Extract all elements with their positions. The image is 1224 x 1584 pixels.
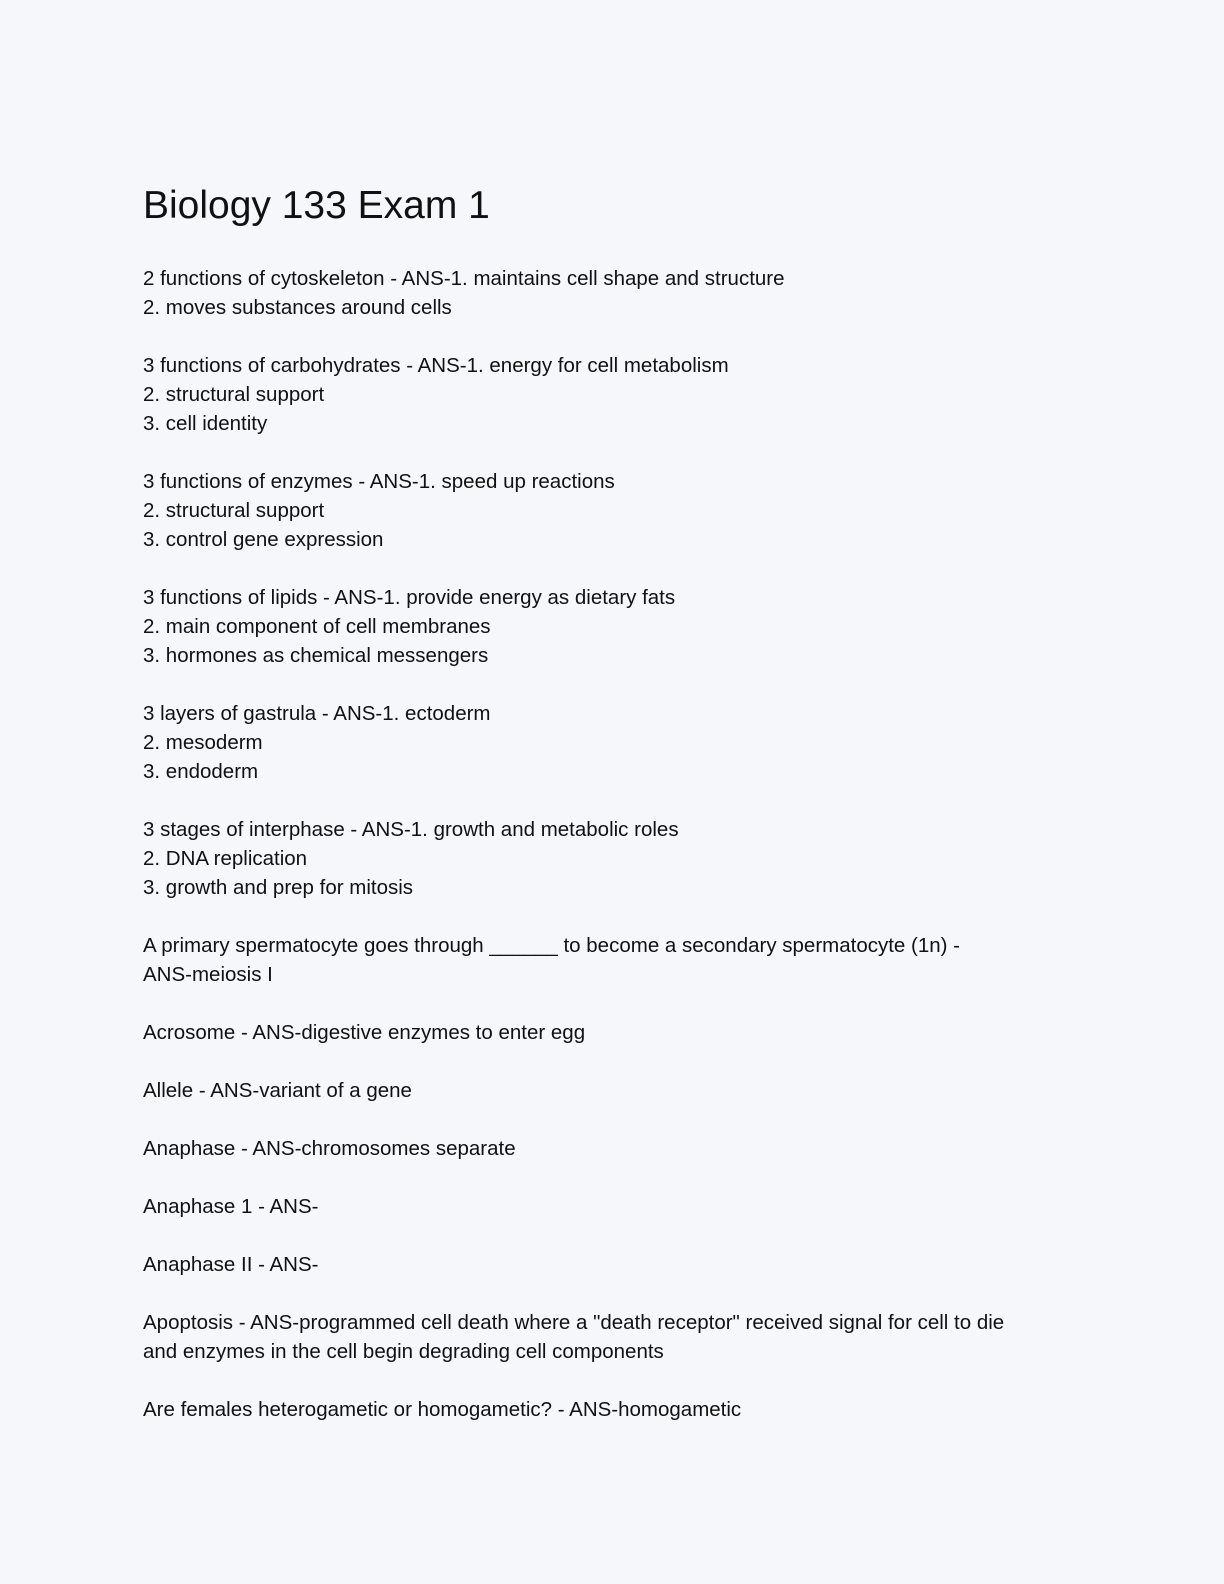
entry-line: 3 layers of gastrula - ANS-1. ectoderm (143, 702, 491, 725)
entry-line: 3. control gene expression (143, 528, 384, 551)
entry-line: 3 functions of carbohydrates - ANS-1. energy for cell metabolism (143, 354, 729, 377)
qa-entry (143, 351, 1083, 438)
entry-line: Apoptosis - ANS-programmed cell death where a "death receptor" received signal for cell to die (143, 1311, 1005, 1334)
qa-entry (143, 1395, 1083, 1424)
qa-entry (143, 264, 1083, 322)
entry-line: 2 functions of cytoskeleton - ANS-1. maintains cell shape and structure (143, 267, 785, 290)
entry-line: Anaphase - ANS-chromosomes separate (143, 1137, 516, 1160)
entry-line: 2. structural support (143, 499, 325, 522)
entry-line: 2. moves substances around cells (143, 296, 452, 319)
entry-line: 2. structural support (143, 383, 325, 406)
qa-entry (143, 1076, 1083, 1105)
qa-entry (143, 1250, 1083, 1279)
qa-entry (143, 815, 1083, 902)
document-page (143, 180, 1083, 1453)
entry-line: 2. mesoderm (143, 731, 263, 754)
entry-line: Allele - ANS-variant of a gene (143, 1079, 412, 1102)
qa-entry (143, 931, 1083, 989)
entry-line: 3. cell identity (143, 412, 268, 435)
entry-line: 3 functions of enzymes - ANS-1. speed up reactions (143, 470, 615, 493)
entry-line: and enzymes in the cell begin degrading cell components (143, 1340, 664, 1363)
qa-entry (143, 1134, 1083, 1163)
entry-line: Acrosome - ANS-digestive enzymes to enter egg (143, 1021, 586, 1044)
qa-entry (143, 1308, 1083, 1366)
entry-line: 3. growth and prep for mitosis (143, 876, 414, 899)
entry-line: 3 stages of interphase - ANS-1. growth and metabolic roles (143, 818, 679, 841)
entry-line: Are females heterogametic or homogametic? - ANS-homogametic (143, 1398, 742, 1421)
entry-line: ANS-meiosis I (143, 963, 273, 986)
qa-entry (143, 583, 1083, 670)
entry-line: A primary spermatocyte goes through ______ to become a secondary spermatocyte (1n) - (143, 934, 961, 957)
entry-line: Anaphase II - ANS- (143, 1253, 319, 1276)
qa-entry (143, 467, 1083, 554)
qa-entry (143, 1018, 1083, 1047)
qa-entry (143, 1192, 1083, 1221)
qa-entry (143, 699, 1083, 786)
document-title: Biology 133 Exam 1 (143, 184, 490, 227)
entry-line: 3 functions of lipids - ANS-1. provide energy as dietary fats (143, 586, 676, 609)
entry-line: 2. main component of cell membranes (143, 615, 491, 638)
entry-line: 3. endoderm (143, 760, 259, 783)
entry-line: 2. DNA replication (143, 847, 308, 870)
entry-line: Anaphase 1 - ANS- (143, 1195, 319, 1218)
entry-line: 3. hormones as chemical messengers (143, 644, 489, 667)
